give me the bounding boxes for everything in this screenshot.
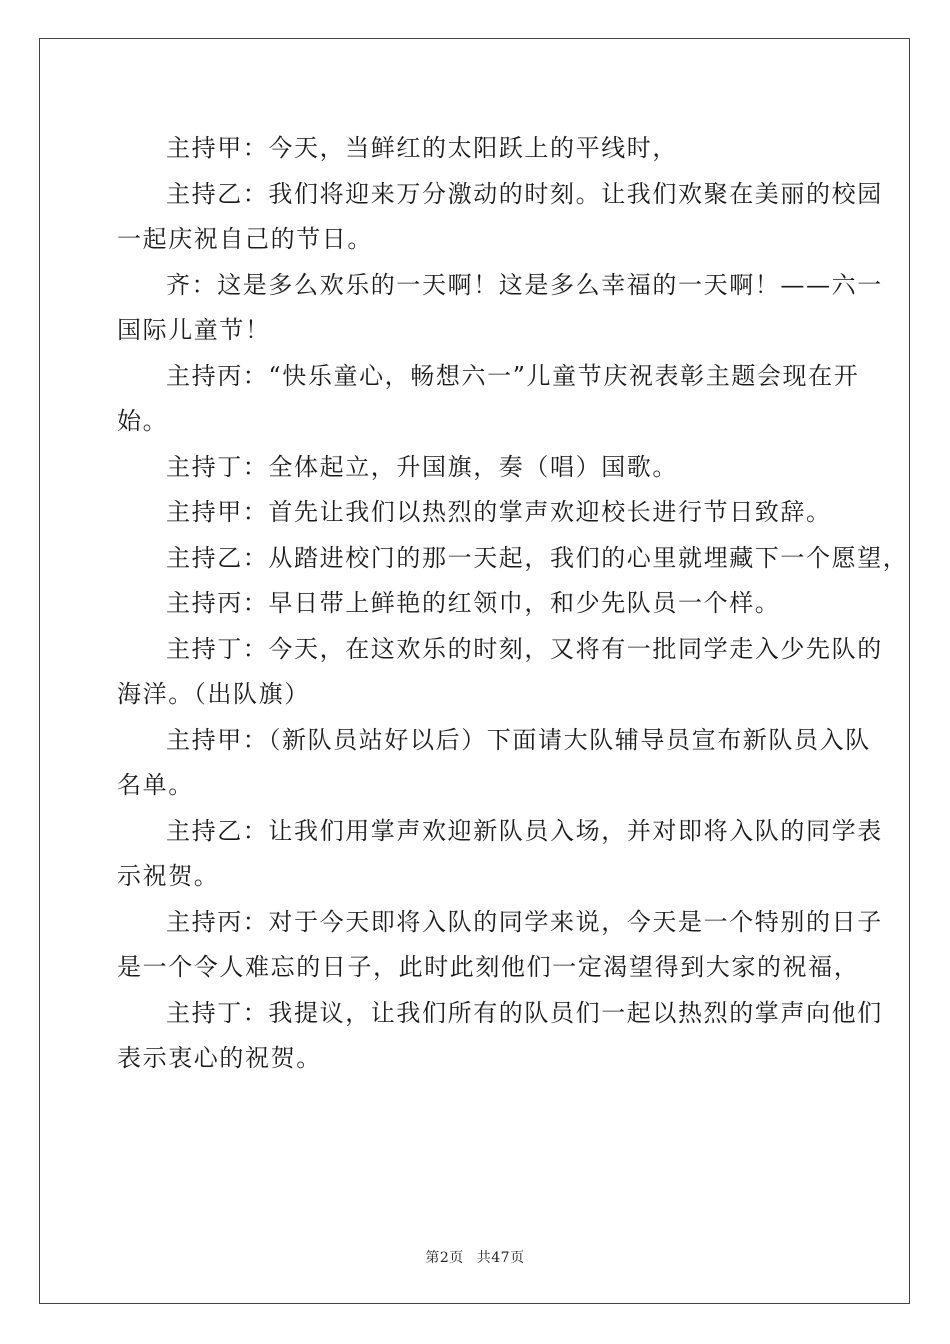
paragraph-line: 主持乙：我们将迎来万分激动的时刻。让我们欢聚在美丽的校园	[166, 179, 883, 208]
paragraph-8	[117, 581, 837, 627]
paragraph-4	[117, 354, 860, 445]
paragraph-6	[117, 490, 837, 536]
paragraph-line: 齐：这是多么欢乐的一天啊！这是多么幸福的一天啊！——六一	[166, 270, 883, 299]
paragraph-7	[117, 536, 909, 582]
paragraph-3	[117, 263, 883, 354]
paragraph-5	[117, 445, 837, 491]
paragraph-2	[117, 172, 883, 263]
paragraph-line: 主持丁：今天，在这欢乐的时刻，又将有一批同学走入少先队的	[166, 634, 883, 663]
paragraph-9	[117, 627, 883, 718]
paragraph-line: 主持乙：从踏进校门的那一天起，我们的心里就埋藏下一个愿望，	[166, 543, 909, 572]
paragraph-line: 主持甲：首先让我们以热烈的掌声欢迎校长进行节日致辞。	[166, 498, 832, 526]
paragraph-line: 主持乙：让我们用掌声欢迎新队员入场，并对即将入队的同学表	[166, 816, 883, 845]
page-footer	[0, 1247, 950, 1267]
paragraph-line: 始。	[117, 407, 169, 435]
document-body	[117, 126, 909, 1082]
paragraph-line: 主持丙：对于今天即将入队的同学来说，今天是一个特别的日子	[166, 907, 883, 936]
paragraph-line: 主持丁：全体起立，升国旗，奏（唱）国歌。	[166, 452, 678, 481]
paragraph-line: 主持丙：早日带上鲜艳的红领巾，和少先队员一个样。	[166, 589, 781, 617]
paragraph-line: 示祝贺。	[117, 862, 220, 890]
paragraph-line: 国际儿童节！	[117, 316, 271, 344]
paragraph-11	[117, 809, 883, 900]
paragraph-line: 名单。	[117, 771, 194, 799]
paragraph-12	[117, 900, 883, 991]
paragraph-1	[117, 126, 837, 172]
paragraph-line: 主持甲：今天，当鲜红的太阳跃上的平线时，	[166, 134, 678, 162]
paragraph-line: 主持丙：“快乐童心，畅想六一”儿童节庆祝表彰主题会现在开	[166, 361, 860, 390]
current-page-number: 第2页	[425, 1250, 464, 1266]
paragraph-10	[117, 718, 871, 809]
paragraph-line: 表示衷心的祝贺。	[117, 1044, 322, 1072]
paragraph-line: 海洋。（出队旗）	[117, 680, 310, 708]
paragraph-line: 一起庆祝自己的节日。	[117, 225, 373, 253]
total-page-count: 共47页	[476, 1250, 525, 1266]
paragraph-line: 主持甲：（新队员站好以后）下面请大队辅导员宣布新队员入队	[166, 725, 871, 754]
paragraph-13	[117, 991, 883, 1082]
paragraph-line: 是一个令人难忘的日子，此时此刻他们一定渴望得到大家的祝福，	[117, 953, 860, 981]
paragraph-line: 主持丁：我提议，让我们所有的队员们一起以热烈的掌声向他们	[166, 998, 883, 1027]
